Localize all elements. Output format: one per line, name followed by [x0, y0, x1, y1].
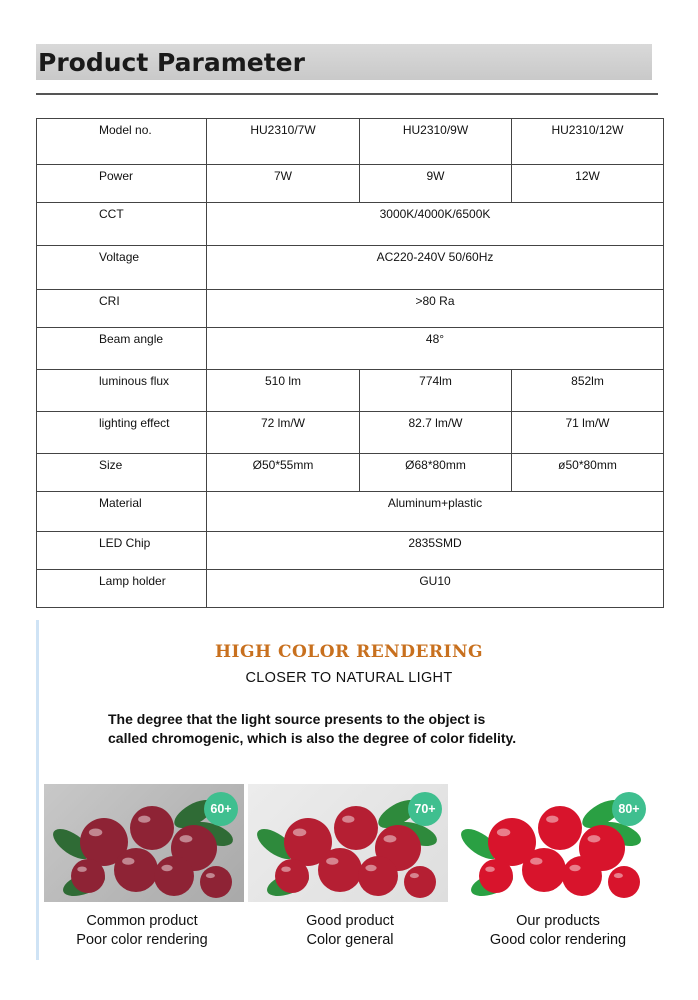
row-label: Model no.	[37, 119, 207, 165]
table-row	[37, 492, 664, 532]
table-row	[37, 570, 664, 608]
row-label: Lamp holder	[37, 570, 207, 608]
row-label: CRI	[37, 290, 207, 328]
row-value: 9W	[360, 165, 512, 203]
comparison-image-common	[44, 784, 244, 902]
row-label: LED Chip	[37, 532, 207, 570]
comparison-image-ours	[452, 784, 652, 902]
table-row	[37, 246, 664, 290]
caption-line: Good color rendering	[489, 932, 627, 948]
cri-badge: 80+	[612, 792, 646, 826]
cranberry-highlight	[384, 835, 397, 842]
cranberry-highlight	[293, 829, 306, 837]
row-value: 3000K/4000K/6500K	[207, 203, 664, 246]
row-value: HU2310/7W	[207, 119, 360, 165]
cranberry-shape	[358, 856, 398, 896]
description-line: called chromogenic, which is also the degree of color fidelity.	[108, 730, 517, 746]
cranberry-highlight	[588, 835, 601, 842]
page-title: Product Parameter	[38, 48, 305, 77]
header-divider	[36, 93, 658, 95]
cranberry-highlight	[161, 865, 172, 871]
table-row	[37, 454, 664, 492]
row-value: HU2310/9W	[360, 119, 512, 165]
cranberry-highlight	[138, 816, 150, 823]
row-label: lighting effect	[37, 412, 207, 454]
row-value: ø50*80mm	[512, 454, 664, 492]
row-label: Power	[37, 165, 207, 203]
table-row	[37, 290, 664, 328]
cranberry-shape	[538, 806, 582, 850]
table-row	[37, 328, 664, 370]
row-label: luminous flux	[37, 370, 207, 412]
cranberry-shape	[522, 848, 566, 892]
row-value: AC220-240V 50/60Hz	[207, 246, 664, 290]
table-row	[37, 370, 664, 412]
caption-line: Poor color rendering	[76, 932, 208, 948]
row-value: 510 lm	[207, 370, 360, 412]
row-value: 852lm	[512, 370, 664, 412]
table-row	[37, 203, 664, 246]
cranberry-highlight	[614, 873, 623, 878]
row-value: 48°	[207, 328, 664, 370]
table-row	[37, 532, 664, 570]
caption-our-products	[448, 912, 668, 950]
cranberry-highlight	[342, 816, 354, 823]
caption-line: Our products	[516, 913, 600, 929]
parameter-table	[36, 118, 664, 608]
cranberry-highlight	[180, 835, 193, 842]
cranberry-highlight	[546, 816, 558, 823]
comparison-image-good	[248, 784, 448, 902]
caption-good-product	[240, 912, 460, 950]
table-row	[37, 119, 664, 165]
section-title: HIGH COLOR RENDERING	[214, 642, 484, 662]
cranberry-highlight	[410, 873, 419, 878]
cranberry-shape	[200, 866, 232, 898]
caption-common-product	[32, 912, 252, 950]
cranberry-highlight	[89, 829, 102, 837]
row-label: CCT	[37, 203, 207, 246]
cri-badge: 70+	[408, 792, 442, 826]
row-label: Size	[37, 454, 207, 492]
cranberry-shape	[114, 848, 158, 892]
cranberry-shape	[318, 848, 362, 892]
cranberry-highlight	[485, 866, 495, 871]
caption-line: Good product	[306, 913, 394, 929]
cranberry-shape	[154, 856, 194, 896]
cranberry-shape	[130, 806, 174, 850]
row-label: Voltage	[37, 246, 207, 290]
row-value: GU10	[207, 570, 664, 608]
row-value: 71 lm/W	[512, 412, 664, 454]
row-label: Material	[37, 492, 207, 532]
cranberry-shape	[562, 856, 602, 896]
cranberry-highlight	[530, 858, 542, 865]
cranberry-highlight	[326, 858, 338, 865]
cranberry-shape	[404, 866, 436, 898]
cranberry-shape	[479, 859, 513, 893]
section-subtitle: CLOSER TO NATURAL LIGHT	[245, 670, 453, 686]
cranberry-shape	[608, 866, 640, 898]
cranberry-shape	[71, 859, 105, 893]
cranberry-highlight	[569, 865, 580, 871]
cranberry-highlight	[281, 866, 291, 871]
row-value: 2835SMD	[207, 532, 664, 570]
cranberry-shape	[275, 859, 309, 893]
cranberry-shape	[334, 806, 378, 850]
section-description	[108, 710, 648, 748]
row-value: Aluminum+plastic	[207, 492, 664, 532]
cri-badge: 60+	[204, 792, 238, 826]
row-value: >80 Ra	[207, 290, 664, 328]
row-value: HU2310/12W	[512, 119, 664, 165]
row-value: 72 lm/W	[207, 412, 360, 454]
cranberry-highlight	[497, 829, 510, 837]
row-value: Ø50*55mm	[207, 454, 360, 492]
row-value: 12W	[512, 165, 664, 203]
cranberry-highlight	[122, 858, 134, 865]
cranberry-highlight	[206, 873, 215, 878]
caption-line: Common product	[86, 913, 198, 929]
row-value: Ø68*80mm	[360, 454, 512, 492]
cranberry-highlight	[77, 866, 87, 871]
table-row	[37, 165, 664, 203]
caption-line: Color general	[306, 932, 394, 948]
row-label: Beam angle	[37, 328, 207, 370]
row-value: 7W	[207, 165, 360, 203]
table-row	[37, 412, 664, 454]
cranberry-highlight	[365, 865, 376, 871]
description-line: The degree that the light source presents to the object is	[108, 711, 486, 727]
row-value: 774lm	[360, 370, 512, 412]
row-value: 82.7 lm/W	[360, 412, 512, 454]
